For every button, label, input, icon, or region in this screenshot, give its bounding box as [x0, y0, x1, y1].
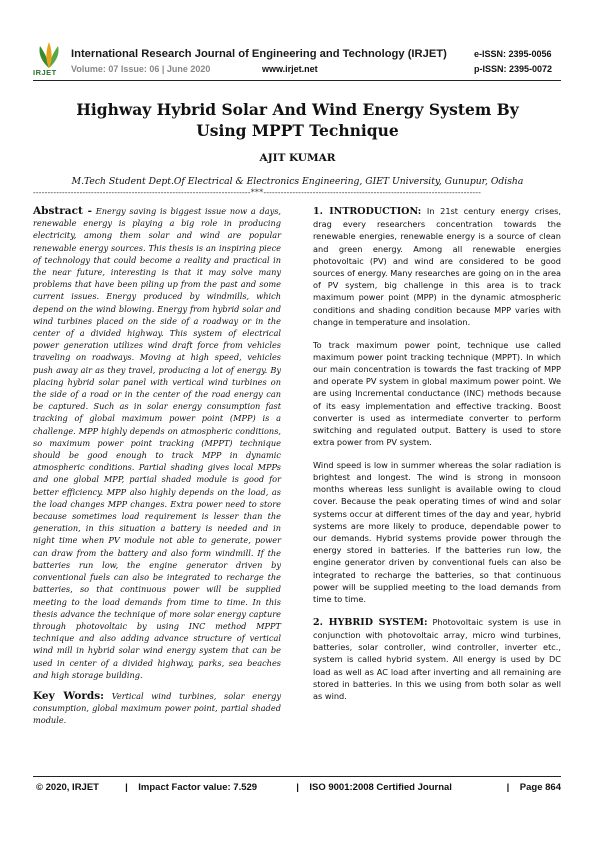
journal-website: www.irjet.net: [262, 64, 318, 74]
intro-heading: 1. INTRODUCTION:: [313, 206, 422, 217]
abstract-column: [33, 205, 281, 727]
keywords-text: Vertical wind turbines, solar energy consumption, global maximum power point, partial shaded module.: [33, 690, 282, 726]
footer-copyright: © 2020, IRJET: [36, 782, 99, 793]
footer-separator: |: [125, 782, 128, 793]
hybrid-text-1: Photovoltaic system is use in conjunction with photovoltaic array, micro wind turbines, batteries, solar controller, wind controller, inverter etc., system is called hybrid system. All energy is used by DC load as well as AC load after inverting and all remaining are stored in batteries. In this we using from both solar as well as wind.: [313, 616, 561, 702]
abstract: [33, 205, 281, 681]
paper-title: Highway Hybrid Solar And Wind Energy System By Using MPPT Technique: [76, 100, 519, 140]
footer-separator: |: [506, 782, 510, 793]
footer-iso: ISO 9001:2008 Certified Journal: [309, 782, 452, 793]
intro-paragraph-2: To track maximum power point, technique use called maximum power point tracking technique (MPPT). In which our main concentration is towards the fast tracking of MPP and operate PV system in global maximum power point. We are using Incremental conductance (INC) methods because of its easy implementation and effective tracking. Boost converter is used as intermediate converter to perform switching and regulated output. Battery is used to store extra power from PV system.: [313, 339, 561, 448]
intro-paragraph-1: [313, 205, 561, 328]
author-affiliation: M.Tech Student Dept.Of Electrical & Electronics Engineering, GIET University, Gunupur, Odisha: [71, 176, 524, 187]
section-separator: ---------------------------------------------------------------------------***---------------------------------------------------------------------------: [33, 188, 482, 197]
footer-page-number: Page 864: [519, 782, 561, 793]
volume-issue: Volume: 07 Issue: 06 | June 2020: [71, 64, 211, 74]
page-footer: [36, 782, 561, 793]
footer-rule: [33, 776, 561, 777]
pissn: p-ISSN: 2395-0072: [474, 64, 553, 74]
eissn: e-ISSN: 2395-0056: [474, 49, 552, 59]
intro-paragraph-3: Wind speed is low in summer whereas the solar radiation is brightest and longest. The wind is strong in monsoon months whereas less sunlight is available owing to cloud cover. Because the peak operating times of wind and solar systems occur at different times of the day and year, hybrid systems are more likely to produce, dependable power to our demands. Hybrid systems provide power through the energy stored in batteries. If the batteries run low, the engine generator driven by conventional fuels can also be integrated to recharge the batteries, so that continuous power will be supplied meeting to the load demands from time to time.: [313, 459, 561, 605]
keywords-label: Key Words:: [33, 689, 105, 702]
abstract-text: Energy saving is biggest issue now a days, renewable energy is playing a big role in producing electricity, among them solar and wind are popular renewable energy sources. This thesis is an inspiring piece of technology that could become a reality and practical in the near future, interesting is that it may solve many problems that have been piling up from the past and some current issues. Energy produced by windmills, which depend on the wind blowing. Energy from hybrid solar and wind turbines placed on the side of a roadway or in the center of a divided highway. This system of electrical power generation utilizes wind draft force from vehicles traveling on roadways. Moving at high speed, vehicles push away air as they travel, producing a lot of energy. By placing hybrid solar panel with vertical wind turbines on the side of a road or in the center of the road energy can be captured. Such as in solar energy consumption fast tracking of global maximum power point (MPP) is a challenge. MPP highly depends on atmospheric conditions, so maximum power point tracking (MPPT) technique should be good enough to track MPP in dynamic atmospheric conditions. Partial shading gives local MPPs and one global MPP, partial shaded module is good for better efficiency. MPP also highly depends on the load, as the load changes MPP changes. Extra power need to store because sometimes load requirement is lesser than the generation, in this situation a battery is needed and in night time when PV module not able to generate, power can draw from the battery and also form windmill. If the batteries run low, the engine generator driven by conventional fuels can also be integrated to recharge the batteries, so that continuous power will be supplied meeting to the load demands from time to time. In this thesis advance the technique of more solar energy capture through photovoltaic by using INC method MPPT technique and also adding advance structure of vertical wind mill in hybrid solar wind energy system that can be used in center of a divided highway, parks, sea beaches and high storage building.: [33, 206, 282, 680]
footer-impact-factor: Impact Factor value: 7.529: [138, 782, 258, 793]
irjet-logo-text: IRJET: [33, 68, 57, 77]
keywords: [33, 690, 281, 727]
footer-separator: |: [296, 782, 299, 793]
header-rule: [33, 80, 561, 81]
hybrid-paragraph-1: [313, 616, 561, 702]
author-name: AJIT KUMAR: [259, 152, 336, 164]
journal-title: International Research Journal of Engineering and Technology (IRJET): [71, 48, 447, 60]
abstract-label: Abstract -: [33, 205, 92, 217]
body-column: [313, 205, 561, 713]
hybrid-heading: 2. HYBRID SYSTEM:: [313, 616, 428, 628]
intro-text-1: In 21st century energy crises, drag every researchers concentration towards the renewable energies, renewable energy is a source of clean and green energy. Among all renewable energies photovoltaic (PV) and wind are considered to be good sources of energy. Many researches are going on in the area of PV system, big challenge in this area is to track maximum power point (MPP) in the dynamic atmospheric conditions and shading condition because MPP varies with change in temperature and insolation.: [313, 206, 561, 327]
